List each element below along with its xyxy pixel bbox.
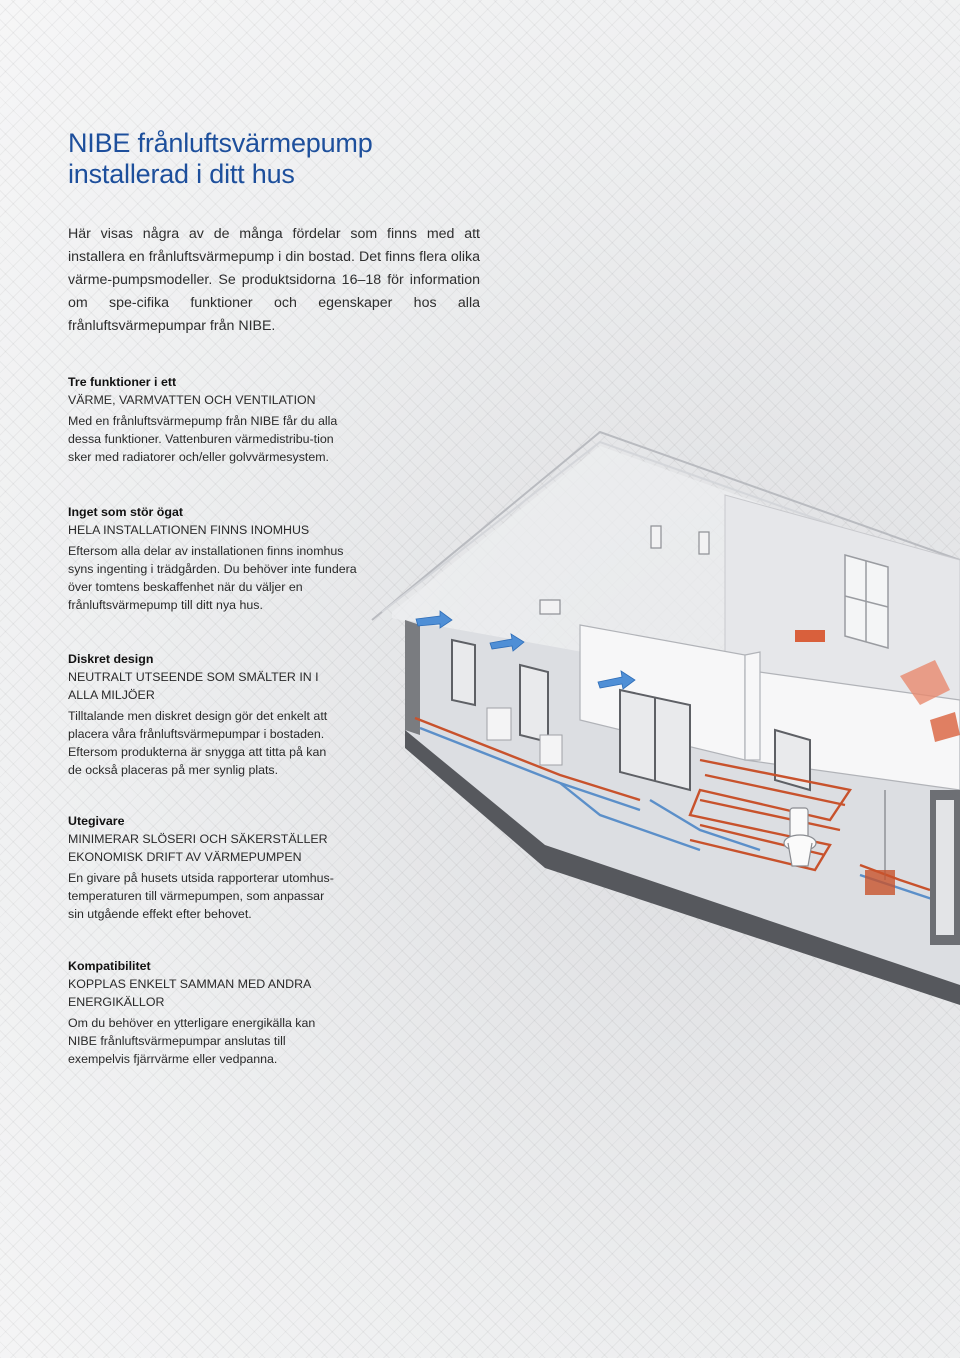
feature-title: Tre funktioner i ett — [68, 375, 177, 389]
feature-body: Tilltalande men diskret design gör det enkelt att placera våra frånluftsvärmepumpar i bostaden. Eftersom produkterna är snygga att titta på kan de också placeras på mer synlig plats. — [68, 709, 328, 777]
feature-title: Inget som stör ögat — [68, 505, 183, 519]
feature-subtitle: HELA INSTALLATIONEN FINNS INOMHUS — [68, 523, 310, 537]
front-wall-base — [405, 620, 420, 735]
feature-title: Diskret design — [68, 652, 154, 666]
feature-title: Kompatibilitet — [68, 959, 151, 973]
right-doorway — [930, 790, 960, 945]
feature-subtitle: MINIMERAR SLÖSERI OCH SÄKERSTÄLLER EKONOMISK DRIFT AV VÄRMEPUMPEN — [68, 832, 328, 864]
feature-subtitle: KOPPLAS ENKELT SAMMAN MED ANDRA ENERGIKÄLLOR — [68, 977, 311, 1009]
feature-body: Eftersom alla delar av installationen finns inomhus syns ingenting i trädgården. Du behöver inte fundera över tomtens beskaffenhet när du väljer en frånluftsvärmepump till ditt nya hus. — [68, 544, 357, 612]
page-title — [68, 128, 488, 190]
feature-body: Med en frånluftsvärmepump från NIBE får du alla dessa funktioner. Vattenburen värmedistribu-tion sker med radiatorer och/eller golvvärmesystem. — [68, 414, 338, 464]
intro-paragraph: Här visas några av de många fördelar som finns med att installera en frånluftsvärmepump i din bostad. Det finns flera olika värme-pumpsmodeller. Se produktsidorna 16–18 för information om spe-cifika funktioner och egenskaper hos alla frånluftsvärmepumpar från NIBE. — [68, 226, 480, 334]
feature-kompatibilitet — [68, 957, 340, 1068]
feature-subtitle: VÄRME, VARMVATTEN OCH VENTILATION — [68, 393, 316, 407]
feature-body: Om du behöver en ytterligare energikälla kan NIBE frånluftsvärmepumpar anslutas till exempelvis fjärrvärme eller vedpanna. — [68, 1016, 316, 1066]
feature-body: En givare på husets utsida rapporterar utomhus-temperaturen till värmepumpen, som anpassar sin utgående effekt efter behovet. — [68, 871, 334, 921]
title-line-2: installerad i ditt hus — [68, 159, 295, 189]
feature-title: Utegivare — [68, 814, 125, 828]
back-window — [845, 555, 888, 648]
title-line-1: NIBE frånluftsvärmepump — [68, 128, 373, 158]
feature-tre-funktioner — [68, 373, 358, 466]
feature-diskret-design — [68, 650, 333, 779]
feature-utegivare — [68, 812, 340, 923]
feature-inget-som-stor — [68, 503, 358, 614]
feature-subtitle: NEUTRALT UTSEENDE SOM SMÄLTER IN I ALLA MILJÖER — [68, 670, 319, 702]
intro-section — [68, 128, 488, 352]
